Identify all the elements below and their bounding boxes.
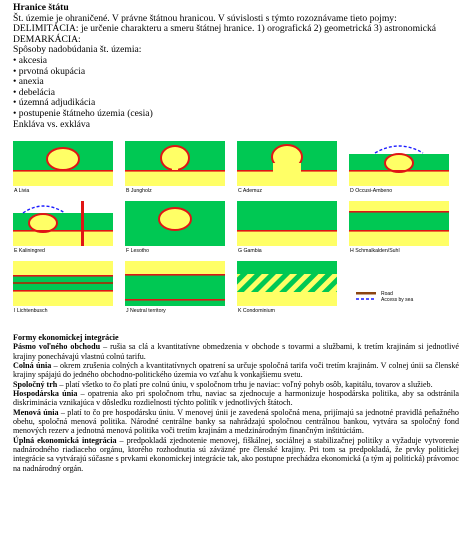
list-item: • územná adjudikácia — [13, 98, 463, 109]
text-line: DEMARKÁCIA: — [13, 33, 81, 45]
list-item: • prvotná okupácia — [13, 67, 463, 78]
panel-i — [13, 261, 113, 314]
term: Colná únia — [13, 361, 52, 371]
text-line: DELIMITÁCIA: je určenie charakteru a smeru štátnej hranice. 1) orografická 2) geometrická 3) astronomická — [13, 23, 437, 35]
panel-f — [125, 201, 225, 254]
paragraph — [13, 380, 459, 389]
list-item: • debelácia — [13, 88, 463, 99]
panel-c — [237, 141, 337, 194]
enclaves-line: Enklávа vs. exkláva — [13, 118, 90, 130]
term: Menová únia — [13, 407, 59, 417]
definition: – platí všetko to čo platí pre colnú úniu, v spoločnom trhu je naviac: voľný pohyb osôb, kapitálu, tovarov a služieb. — [57, 379, 433, 389]
panel-label-k: K Condominium — [238, 308, 275, 314]
term: Pásmo voľného obchodu — [13, 342, 101, 352]
list-item: • akcesia — [13, 56, 463, 67]
paragraph — [13, 361, 459, 380]
panel-g — [237, 201, 337, 254]
term: Hospodárska únia — [13, 389, 78, 399]
panel-label-h: H Schmalkalden/Suhl — [350, 248, 400, 254]
panel-d — [349, 141, 449, 194]
panel-label-e: E Kaliningred — [14, 248, 45, 254]
definition: – platí to čo pre hospodársku úniu. V menovej únii je zavedená spoločná mena, prijímajú sa jednotné pravidlá peňažného obehu, spoločná menová politika. Národné centrálne banky sa nahrádzajú spoločnou centrálnou bankou, vytvára sa spoločný fond menových rezerv a jednotná menová politika voči tretím krajinám a medzinárodným finančným inštitúciám. — [13, 407, 459, 436]
term: Úplná ekonomická integrácia — [13, 435, 117, 445]
definition: – okrem zrušenia colných a kvantitatívnych opatrení sa určuje spoločná tarifa voči tretím krajinám. V colnej únii sa členské krajiny spájajú do jedného obchodno-politického územia vo vzťahu k vonkajšiemu svetu. — [13, 361, 459, 380]
panel-label-d: D Occusi-Ambeno — [350, 188, 393, 194]
legend-sea: Access by sea — [381, 297, 414, 303]
road-symbol — [356, 292, 376, 295]
legend-road: Road — [381, 291, 393, 297]
panel-label-b: B Jungholz — [126, 188, 152, 194]
paragraph — [13, 389, 459, 408]
panel-b — [125, 141, 225, 194]
definition: – predpokladá zjednotenie menovej, fiškálnej, sociálnej a stabilizačnej politiky a vyžaduje vytvorenie nadnárodného riadiaceho orgánu, ktorého rozhodnutia sú záväzné pre členské krajiny. Pri tom sa predpokladá, že prvky politickej integrácie sa vytvárajú súčasne s prvkami ekonomickej integrácie tak, ako postupne prechádza ekonomická (a tým aj politická) právomoc na nadnárodný orgán. — [13, 435, 460, 473]
paragraph — [13, 408, 459, 436]
section-title-integration: Formy ekonomickej integrácie — [13, 333, 119, 342]
ways-list — [13, 56, 463, 120]
enclaves-figure — [13, 141, 463, 316]
term: Spoločný trh — [13, 379, 58, 389]
definition: – opatrenia ako pri spoločnom trhu, naviac sa zjednocuje a harmonizuje hospodárska politika, aby sa odstránila diskriminácia vznikajúca v dôsledku rozdielnosti týchto politík v jednotlivých štátoch. — [13, 389, 459, 408]
panel-k — [237, 261, 337, 314]
panel-e — [13, 201, 113, 254]
panel-label-f: F Lesotho — [126, 248, 150, 254]
text-line: Št. územie je ohraničené. V právne štátnou hranicou. V súvislosti s týmto rozoznávame tieto pojmy: — [13, 12, 397, 24]
panel-label-g: G Gambia — [238, 248, 262, 254]
integration-section — [13, 333, 459, 473]
enclaves-diagram — [13, 141, 463, 316]
section-title-borders: Hranice štátu — [13, 2, 69, 13]
borders-section — [13, 3, 463, 130]
ways-title: Spôsoby nadobúdania št. územia: — [13, 44, 142, 56]
panel-j — [125, 261, 225, 314]
figure-legend — [356, 291, 413, 303]
panel-label-i: I Lichtenbusch — [14, 308, 48, 314]
panel-label-j: J Neutral territory — [126, 308, 166, 314]
panel-h — [349, 201, 449, 254]
paragraph — [13, 436, 459, 473]
panel-a — [13, 141, 113, 194]
paragraph — [13, 342, 459, 361]
list-item: • postupenie štátneho územia (cesia) — [13, 109, 463, 120]
panel-label-c: C Ademuz — [238, 188, 262, 194]
definition: – rušia sa clá a kvantitatívne obmedzenia v obchode s tovarmi a službami, k tretím krajinám si jednotlivé krajiny ponechávajú vlastnú colnú tarifu. — [13, 342, 459, 361]
list-item: • anexia — [13, 77, 463, 88]
panel-label-a: A Livia — [14, 188, 30, 194]
